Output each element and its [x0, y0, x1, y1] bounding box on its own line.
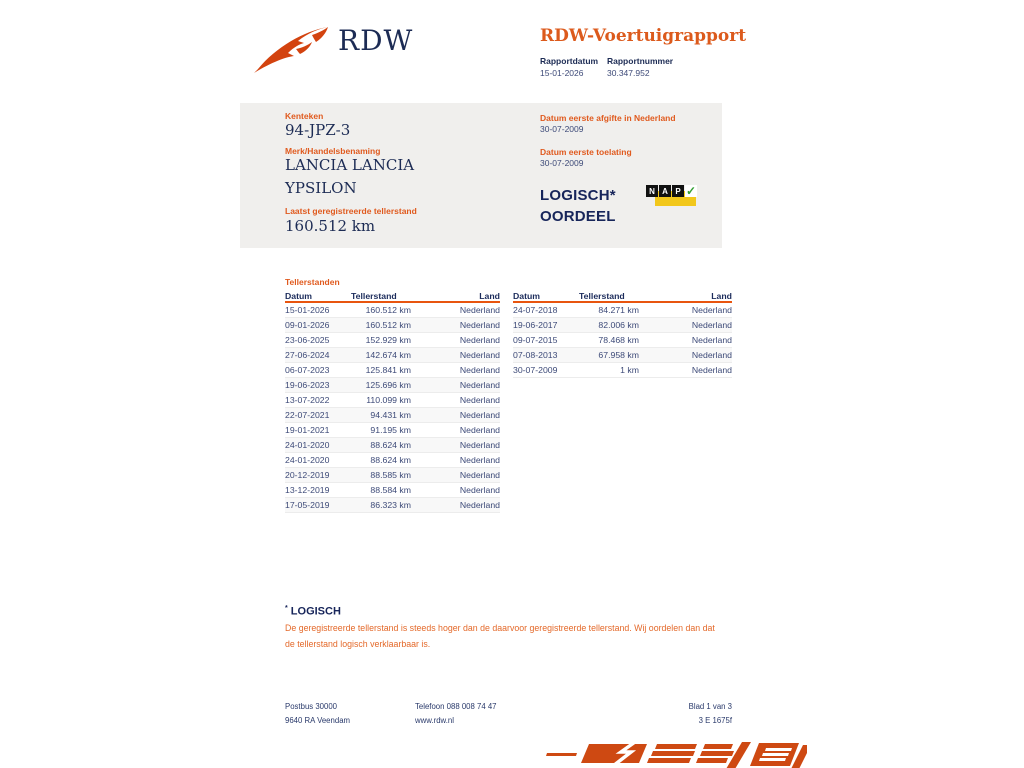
nap-logo — [646, 184, 698, 212]
cell-land: Nederland — [459, 380, 500, 390]
cell-land: Nederland — [459, 440, 500, 450]
cell-land: Nederland — [459, 485, 500, 495]
rdw-feather-logo-icon — [252, 21, 334, 75]
footnote-asterisk: * — [285, 605, 288, 612]
footnote-title-text: LOGISCH — [290, 605, 341, 618]
cell-land: Nederland — [459, 455, 500, 465]
cell-land: Nederland — [459, 335, 500, 345]
cell-land: Nederland — [459, 320, 500, 330]
merk-label: Merk/Handelsbenaming — [285, 146, 381, 156]
cell-datum: 13-07-2022 — [285, 395, 330, 405]
column-header-land: Land — [479, 291, 500, 301]
cell-land: Nederland — [691, 350, 732, 360]
cell-datum: 15-01-2026 — [285, 305, 330, 315]
cell-land: Nederland — [691, 320, 732, 330]
rdw-logo-text: RDW — [338, 24, 414, 57]
eerste-toelating-label: Datum eerste toelating — [540, 147, 632, 157]
table-row — [513, 363, 732, 378]
table-row — [513, 333, 732, 348]
column-header-tellerstand: Tellerstand — [579, 291, 625, 301]
footer-page-number: Blad 1 van 3 — [688, 702, 732, 711]
kenteken-value: 94-JPZ-3 — [285, 121, 351, 139]
tellerstanden-section-title: Tellerstanden — [285, 277, 340, 287]
table-row — [285, 303, 500, 318]
cell-tellerstand: 152.929 km — [365, 335, 411, 345]
cell-land: Nederland — [459, 470, 500, 480]
cell-tellerstand: 142.674 km — [365, 350, 411, 360]
cell-datum: 24-01-2020 — [285, 440, 330, 450]
cell-tellerstand: 160.512 km — [365, 305, 411, 315]
report-number-value: 30.347.952 — [607, 68, 650, 78]
report-date-label: Rapportdatum — [540, 56, 599, 66]
nap-letter-n: N — [646, 185, 658, 197]
cell-datum: 24-07-2018 — [513, 305, 558, 315]
cell-tellerstand: 110.099 km — [366, 395, 411, 405]
tellerstanden-table-left — [285, 291, 500, 513]
cell-tellerstand: 88.585 km — [370, 470, 411, 480]
cell-tellerstand: 1 km — [620, 365, 639, 375]
cell-tellerstand: 94.431 km — [370, 410, 411, 420]
cell-land: Nederland — [459, 365, 500, 375]
column-header-tellerstand: Tellerstand — [351, 291, 397, 301]
footer-phone: Telefoon 088 008 74 47 — [415, 702, 497, 711]
report-number-label: Rapportnummer — [607, 56, 674, 66]
eerste-toelating-value: 30-07-2009 — [540, 158, 584, 168]
cell-tellerstand: 86.323 km — [370, 500, 411, 510]
table-row — [513, 303, 732, 318]
column-header-land: Land — [711, 291, 732, 301]
cell-land: Nederland — [459, 350, 500, 360]
footer-address-line1: Postbus 30000 — [285, 702, 338, 711]
table-row — [285, 453, 500, 468]
footer-address-line2: 9640 RA Veendam — [285, 716, 351, 725]
cell-tellerstand: 88.584 km — [370, 485, 411, 495]
page-title: RDW-Voertuigrapport — [540, 26, 747, 46]
table-row — [285, 333, 500, 348]
cell-tellerstand: 88.624 km — [370, 455, 411, 465]
cell-tellerstand: 67.958 km — [598, 350, 639, 360]
cell-tellerstand: 125.696 km — [365, 380, 411, 390]
cell-land: Nederland — [459, 500, 500, 510]
cell-tellerstand: 88.624 km — [370, 440, 411, 450]
cell-datum: 27-06-2024 — [285, 350, 330, 360]
cell-datum: 19-06-2023 — [285, 380, 330, 390]
cell-tellerstand: 91.195 km — [370, 425, 411, 435]
cell-tellerstand: 84.271 km — [598, 305, 639, 315]
merk-value-line2: YPSILON — [285, 179, 357, 197]
cell-tellerstand: 78.468 km — [598, 335, 639, 345]
table-row — [285, 348, 500, 363]
oordeel-line1: LOGISCH* — [540, 187, 616, 204]
kenteken-label: Kenteken — [285, 111, 324, 121]
table-row — [285, 468, 500, 483]
table-row — [285, 408, 500, 423]
table-row — [285, 438, 500, 453]
cell-land: Nederland — [459, 305, 500, 315]
merk-value-line1: LANCIA LANCIA — [285, 156, 415, 174]
footnote-title — [285, 605, 341, 618]
cell-datum: 19-06-2017 — [513, 320, 558, 330]
table-row — [285, 393, 500, 408]
cell-land: Nederland — [459, 410, 500, 420]
footer-form-code: 3 E 1675f — [698, 716, 732, 725]
column-header-datum: Datum — [285, 291, 313, 301]
cell-land: Nederland — [691, 365, 732, 375]
column-header-datum: Datum — [513, 291, 541, 301]
cell-datum: 19-01-2021 — [285, 425, 330, 435]
cell-datum: 24-01-2020 — [285, 455, 330, 465]
cell-datum: 07-08-2013 — [513, 350, 558, 360]
oordeel-text — [540, 185, 616, 227]
table-row — [513, 348, 732, 363]
cell-tellerstand: 160.512 km — [365, 320, 411, 330]
table-row — [285, 318, 500, 333]
nap-letter-a: A — [659, 185, 671, 197]
cell-datum: 09-01-2026 — [285, 320, 330, 330]
report-date-value: 15-01-2026 — [540, 68, 584, 78]
cell-datum: 23-06-2025 — [285, 335, 330, 345]
laatste-tellerstand-value: 160.512 km — [285, 217, 376, 235]
cell-tellerstand: 82.006 km — [598, 320, 639, 330]
footer-page-info — [580, 700, 732, 728]
footer-contact — [415, 700, 497, 728]
cell-datum: 22-07-2021 — [285, 410, 330, 420]
cell-datum: 06-07-2023 — [285, 365, 330, 375]
cell-land: Nederland — [691, 335, 732, 345]
cell-datum: 20-12-2019 — [285, 470, 330, 480]
table-row — [285, 483, 500, 498]
footnote-text: De geregistreerde tellerstand is steeds hoger dan de daarvoor geregistreerde tellerstand. Wij oordelen dan dat de tellerstand logisch verklaarbaar is. — [285, 623, 715, 649]
table-row — [285, 378, 500, 393]
nap-checkmark-icon: ✓ — [685, 184, 697, 198]
cell-datum: 17-05-2019 — [285, 500, 330, 510]
table-header-row — [513, 291, 732, 303]
oordeel-line2: OORDEEL — [540, 208, 616, 225]
tellerstanden-table-right — [513, 291, 732, 378]
cell-datum: 30-07-2009 — [513, 365, 558, 375]
footer-address — [285, 700, 350, 728]
eerste-afgifte-label: Datum eerste afgifte in Nederland — [540, 113, 676, 123]
footer-website-link[interactable]: www.rdw.nl — [415, 716, 454, 725]
cell-land: Nederland — [459, 395, 500, 405]
cell-tellerstand: 125.841 km — [365, 365, 411, 375]
eerste-afgifte-value: 30-07-2009 — [540, 124, 584, 134]
table-header-row — [285, 291, 500, 303]
cell-datum: 13-12-2019 — [285, 485, 330, 495]
table-row — [285, 363, 500, 378]
laatste-tellerstand-label: Laatst geregistreerde tellerstand — [285, 206, 417, 216]
table-row — [285, 498, 500, 513]
table-row — [513, 318, 732, 333]
cell-land: Nederland — [691, 305, 732, 315]
table-row — [285, 423, 500, 438]
rdw-speed-stripes-graphic — [545, 739, 807, 768]
nap-letter-p: P — [672, 185, 684, 197]
cell-datum: 09-07-2015 — [513, 335, 558, 345]
cell-land: Nederland — [459, 425, 500, 435]
